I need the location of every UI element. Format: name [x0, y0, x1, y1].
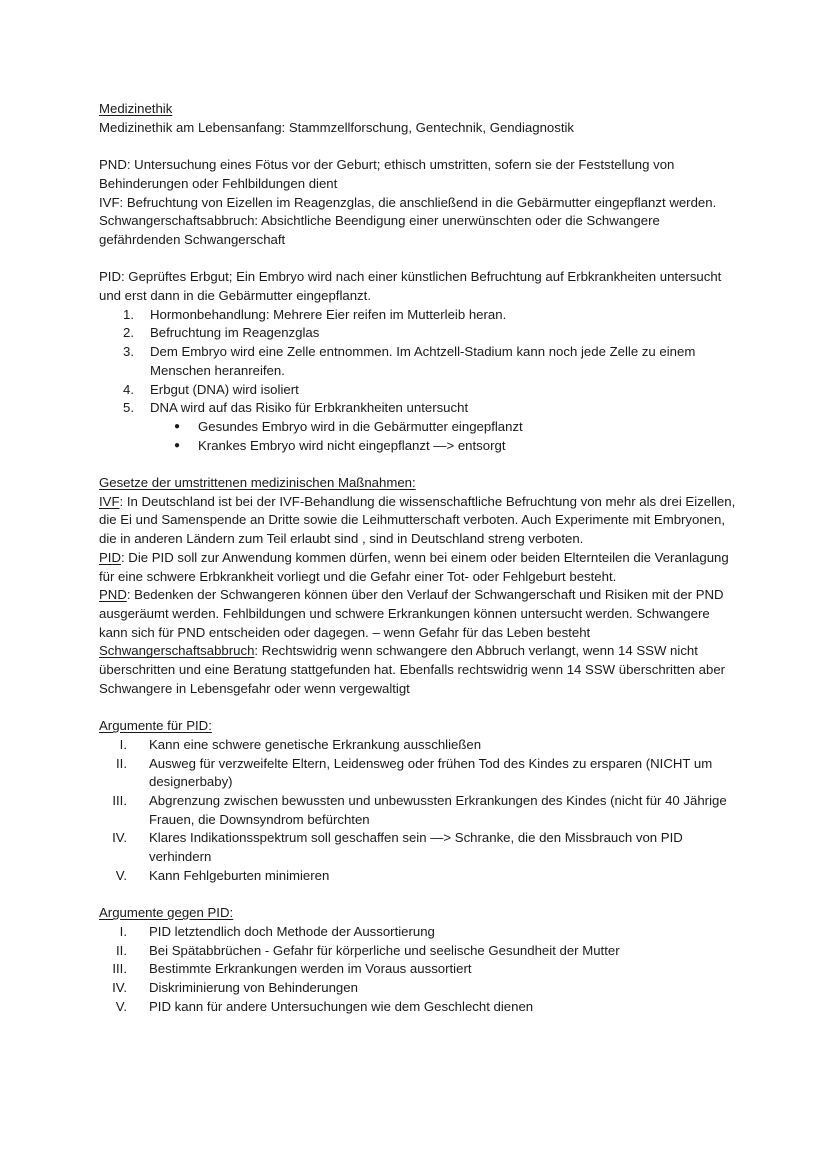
- list-text: Diskriminierung von Behinderungen: [149, 979, 358, 995]
- list-text: DNA wird auf das Risiko für Erbkrankheiten untersucht: [150, 400, 469, 416]
- law-label-ivf: IVF: [99, 493, 120, 509]
- definition-ivf: IVF: Befruchtung von Eizellen im Reagenzglas, die anschließend in die Gebärmutter eingepflanzt werden.: [99, 194, 717, 210]
- list-number: 4.: [123, 381, 134, 397]
- list-text: Dem Embryo wird eine Zelle entnommen. Im Achtzell-Stadium kann noch jede Zelle zu einem Menschen heranreifen.: [150, 344, 696, 378]
- list-item: [99, 381, 738, 400]
- contra-heading: Argumente gegen PID:: [99, 905, 234, 921]
- list-item: [99, 324, 738, 343]
- list-text: Befruchtung im Reagenzglas: [150, 325, 320, 341]
- bullet-icon: ●: [174, 420, 181, 432]
- list-item: [99, 960, 738, 979]
- spacer: [99, 698, 738, 717]
- document-subtitle: Medizinethik am Lebensanfang: Stammzellforschung, Gentechnik, Gendiagnostik: [99, 119, 575, 135]
- law-pnd: [99, 586, 738, 642]
- law-label-pnd: PND: [99, 587, 127, 603]
- spacer: [99, 137, 738, 156]
- list-item: [99, 998, 738, 1017]
- bullet-item: [99, 418, 738, 437]
- bullet-text: Krankes Embryo wird nicht eingepflanzt —> entsorgt: [198, 437, 506, 453]
- list-number: I.: [119, 736, 127, 752]
- list-text: Kann Fehlgeburten minimieren: [149, 867, 330, 883]
- list-number: III.: [112, 792, 127, 808]
- spacer: [99, 455, 738, 474]
- list-number: IV.: [112, 830, 127, 846]
- definition-pnd: PND: Untersuchung eines Fötus vor der Geburt; ethisch umstritten, sofern sie der Feststellung von Behinderungen oder Fehlbildungen dient: [99, 157, 675, 191]
- list-text: Ausweg für verzweifelte Eltern, Leidensweg oder frühen Tod des Kindes zu ersparen (NICHT um designerbaby): [149, 755, 713, 790]
- spacer: [99, 250, 738, 269]
- law-ivf: [99, 493, 738, 549]
- pid-steps-list: [99, 306, 738, 418]
- bullet-text: Gesundes Embryo wird in die Gebärmutter eingepflanzt: [198, 418, 523, 434]
- list-text: Kann eine schwere genetische Erkrankung ausschließen: [149, 736, 482, 752]
- list-number: II.: [116, 942, 127, 958]
- law-text-ivf: : In Deutschland ist bei der IVF-Behandlung die wissenschaftliche Befruchtung von mehr als drei Eizellen, die Ei und Samenspende an Dritte sowie die Leihmutterschaft verboten. Auch Experimente mit Embryonen, die in anderen Ländern zum Teil erlaubt sind , sind in Deutschland streng verboten.: [99, 493, 736, 547]
- pro-heading: Argumente für PID:: [99, 718, 212, 734]
- list-text: Hormonbehandlung: Mehrere Eier reifen im Mutterleib heran.: [150, 306, 507, 322]
- law-pid: [99, 549, 738, 586]
- law-label-abbruch: Schwangerschaftsabbruch: [99, 643, 255, 659]
- list-text: Abgrenzung zwischen bewussten und unbewussten Erkrankungen des Kindes (nicht für 40 Jährige Frauen, die Downsyndrom befürchten: [149, 792, 727, 827]
- list-item: [99, 923, 738, 942]
- laws-heading: Gesetze der umstrittenen medizinischen Maßnahmen:: [99, 475, 416, 491]
- list-number: 5.: [123, 400, 134, 416]
- bullet-icon: ●: [174, 439, 181, 451]
- law-text-pnd: : Bedenken der Schwangeren können über den Verlauf der Schwangerschaft und Risiken mit der PND ausgeräumt werden. Fehlbildungen und schwere Erkrankungen können untersucht werden. Schwangere kann sich für PND entscheiden oder dagegen. – wenn Gefahr für das Leben besteht: [99, 587, 724, 640]
- document-title: Medizinethik: [99, 101, 173, 116]
- list-item: [99, 867, 738, 886]
- definition-abbruch: Schwangerschaftsabbruch: Absichtliche Beendigung einer unerwünschten oder die Schwangere gefährdenden Schwangerschaft: [99, 213, 660, 247]
- list-number: V.: [115, 867, 127, 883]
- list-number: 2.: [123, 325, 134, 341]
- bullet-item: [99, 437, 738, 456]
- list-item: [99, 942, 738, 961]
- list-number: II.: [116, 755, 127, 771]
- list-item: [99, 755, 738, 792]
- list-text: PID kann für andere Untersuchungen wie dem Geschlecht dienen: [149, 998, 534, 1014]
- list-number: I.: [119, 923, 127, 939]
- list-text: Klares Indikationsspektrum soll geschaffen sein —> Schranke, die den Missbrauch von PID verhindern: [149, 830, 683, 865]
- list-text: Erbgut (DNA) wird isoliert: [150, 381, 299, 397]
- list-number: IV.: [112, 979, 127, 995]
- list-item: [99, 829, 738, 866]
- law-abbruch: [99, 642, 738, 698]
- law-text-pid: : Die PID soll zur Anwendung kommen dürfen, wenn bei einem oder beiden Elternteilen die Veranlagung für eine schwere Erbkrankheit vorliegt und die Gefahr einer Tot- oder Fehlgeburt besteht.: [99, 549, 729, 584]
- list-item: [99, 399, 738, 418]
- list-text: Bestimmte Erkrankungen werden im Voraus aussortiert: [149, 961, 472, 977]
- list-text: PID letztendlich doch Methode der Aussortierung: [149, 923, 435, 939]
- list-number: 3.: [123, 344, 134, 360]
- list-text: Bei Spätabbrüchen - Gefahr für körperliche und seelische Gesundheit der Mutter: [149, 942, 620, 958]
- list-number: 1.: [123, 306, 134, 322]
- law-label-pid: PID: [99, 549, 121, 565]
- list-number: V.: [115, 998, 127, 1014]
- list-item: [99, 792, 738, 829]
- list-item: [99, 736, 738, 755]
- pid-intro: PID: Geprüftes Erbgut; Ein Embryo wird nach einer künstlichen Befruchtung auf Erbkrankheiten untersucht und erst dann in die Gebärmutter eingepflanzt.: [99, 269, 722, 303]
- list-item: [99, 979, 738, 998]
- list-item: [99, 306, 738, 325]
- law-text-abbruch: : Rechtswidrig wenn schwangere den Abbruch verlangt, wenn 14 SSW nicht überschritten und eine Beratung stattgefunden hat. Ebenfalls rechtswidrig wenn 14 SSW überschritten aber Schwangere in Lebensgefahr oder wenn vergewaltigt: [99, 643, 726, 696]
- list-number: III.: [112, 961, 127, 977]
- list-item: [99, 343, 738, 380]
- spacer: [99, 885, 738, 904]
